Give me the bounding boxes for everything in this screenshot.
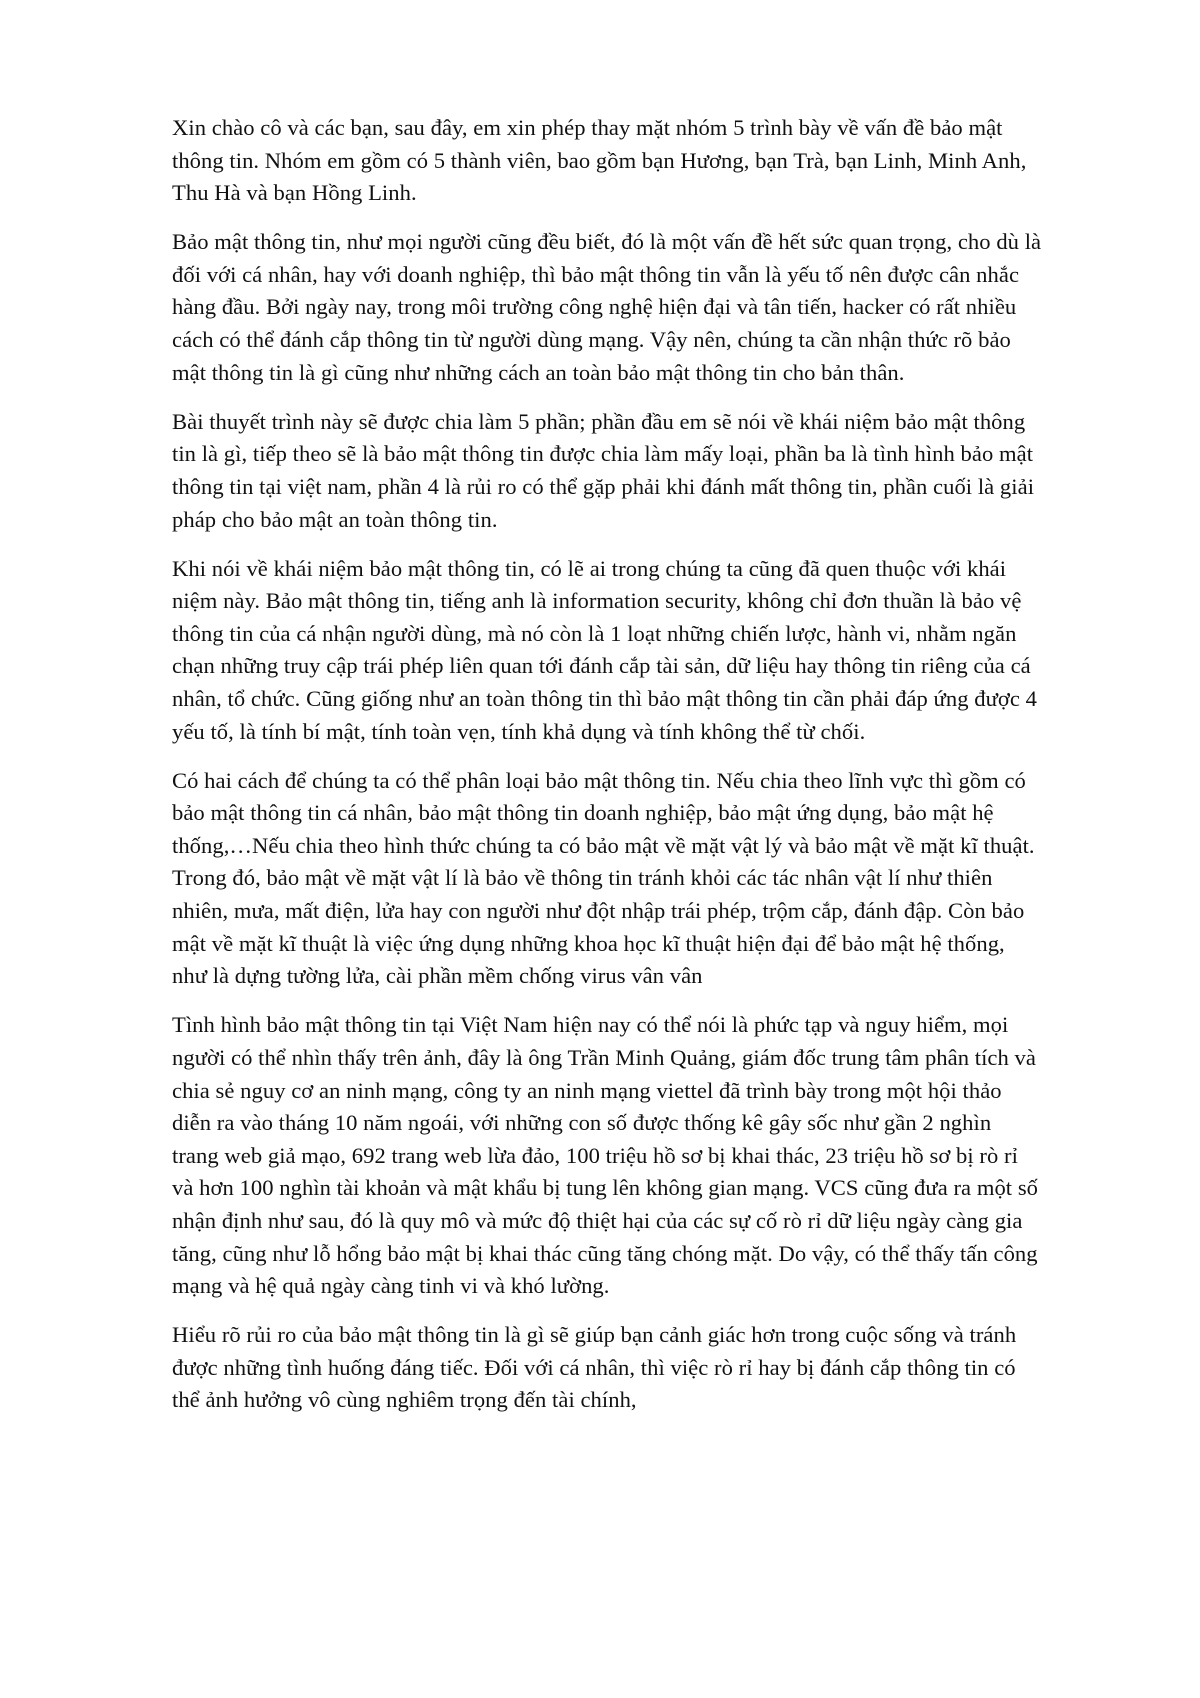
paragraph-outline: Bài thuyết trình này sẽ được chia làm 5 phần; phần đầu em sẽ nói về khái niệm bảo mật thông tin là gì, tiếp theo sẽ là bảo mật thông tin được chia làm mấy loại, phần ba là tình hình bảo mật thông tin tại việt nam, phần 4 là rủi ro có thể gặp phải khi đánh mất thông tin, phần cuối là giải pháp cho bảo mật an toàn thông tin. [172, 408, 1035, 532]
paragraph-vietnam-situation: Tình hình bảo mật thông tin tại Việt Nam hiện nay có thể nói là phức tạp và nguy hiểm, mọi người có thể nhìn thấy trên ảnh, đây là ông Trần Minh Quảng, giám đốc trung tâm phân tích và chia sẻ nguy cơ an ninh mạng, công ty an ninh mạng viettel đã trình bày trong một hội thảo diễn ra vào tháng 10 năm ngoái, với những con số được thống kê gây sốc như gần 2 nghìn trang web giả mạo, 692 trang web lừa đảo, 100 triệu hồ sơ bị khai thác, 23 triệu hồ sơ bị rò rỉ và hơn 100 nghìn tài khoản và mật khẩu bị tung lên không gian mạng. VCS cũng đưa ra một số nhận định như sau, đó là quy mô và mức độ thiệt hại của các sự cố rò rỉ dữ liệu ngày càng gia tăng, cũng như lỗ hổng bảo mật bị khai thác cũng tăng chóng mặt. Do vậy, có thể thấy tấn công mạng và hệ quả ngày càng tinh vi và khó lường. [172, 1012, 1039, 1299]
paragraph-introduction: Xin chào cô và các bạn, sau đây, em xin phép thay mặt nhóm 5 trình bày về vấn đề bảo mật thông tin. Nhóm em gồm có 5 thành viên, bao gồm bạn Hương, bạn Trà, bạn Linh, Minh Anh, Thu Hà và bạn Hồng Linh. [172, 115, 1027, 206]
paragraph-definition: Khi nói về khái niệm bảo mật thông tin, có lẽ ai trong chúng ta cũng đã quen thuộc với khái niệm này. Bảo mật thông tin, tiếng anh là information security, không chỉ đơn thuần là bảo vệ thông tin của cá nhận người dùng, mà nó còn là 1 loạt những chiến lược, hành vi, nhằm ngăn chạn những truy cập trái phép liên quan tới đánh cắp tài sản, dữ liệu hay thông tin riêng của cá nhân, tổ chức. Cũng giống như an toàn thông tin thì bảo mật thông tin cần phải đáp ứng được 4 yếu tố, là tính bí mật, tính toàn vẹn, tính khả dụng và tính không thể từ chối. [172, 555, 1038, 744]
paragraph-importance: Bảo mật thông tin, như mọi người cũng đều biết, đó là một vấn đề hết sức quan trọng, cho dù là đối với cá nhân, hay với doanh nghiệp, thì bảo mật thông tin vẫn là yếu tố nên được cân nhắc hàng đầu. Bởi ngày nay, trong môi trường công nghệ hiện đại và tân tiến, hacker có rất nhiều cách có thể đánh cắp thông tin từ người dùng mạng. Vậy nên, chúng ta cần nhận thức rõ bảo mật thông tin là gì cũng như những cách an toàn bảo mật thông tin cho bản thân. [172, 229, 1042, 385]
paragraph-classification: Có hai cách để chúng ta có thể phân loại bảo mật thông tin. Nếu chia theo lĩnh vực thì gồm có bảo mật thông tin cá nhân, bảo mật thông tin doanh nghiệp, bảo mật ứng dụng, bảo mật hệ thống,…Nếu chia theo hình thức chúng ta có bảo mật về mặt vật lý và bảo mật về mặt kĩ thuật. Trong đó, bảo mật về mặt vật lí là bảo về thông tin tránh khỏi các tác nhân vật lí như thiên nhiên, mưa, mất điện, lửa hay con người như đột nhập trái phép, trộm cắp, đánh đập. Còn bảo mật về mặt kĩ thuật là việc ứng dụng những khoa học kĩ thuật hiện đại để bảo mật hệ thống, như là dựng tường lửa, cài phần mềm chống virus vân vân [172, 767, 1035, 989]
paragraph-risks: Hiểu rõ rủi ro của bảo mật thông tin là gì sẽ giúp bạn cảnh giác hơn trong cuộc sống và tránh được những tình huống đáng tiếc. Đối với cá nhân, thì việc rò rỉ hay bị đánh cắp thông tin có thể ảnh hưởng vô cùng nghiêm trọng đến tài chính, [172, 1322, 1017, 1413]
document-body [172, 112, 1042, 1433]
